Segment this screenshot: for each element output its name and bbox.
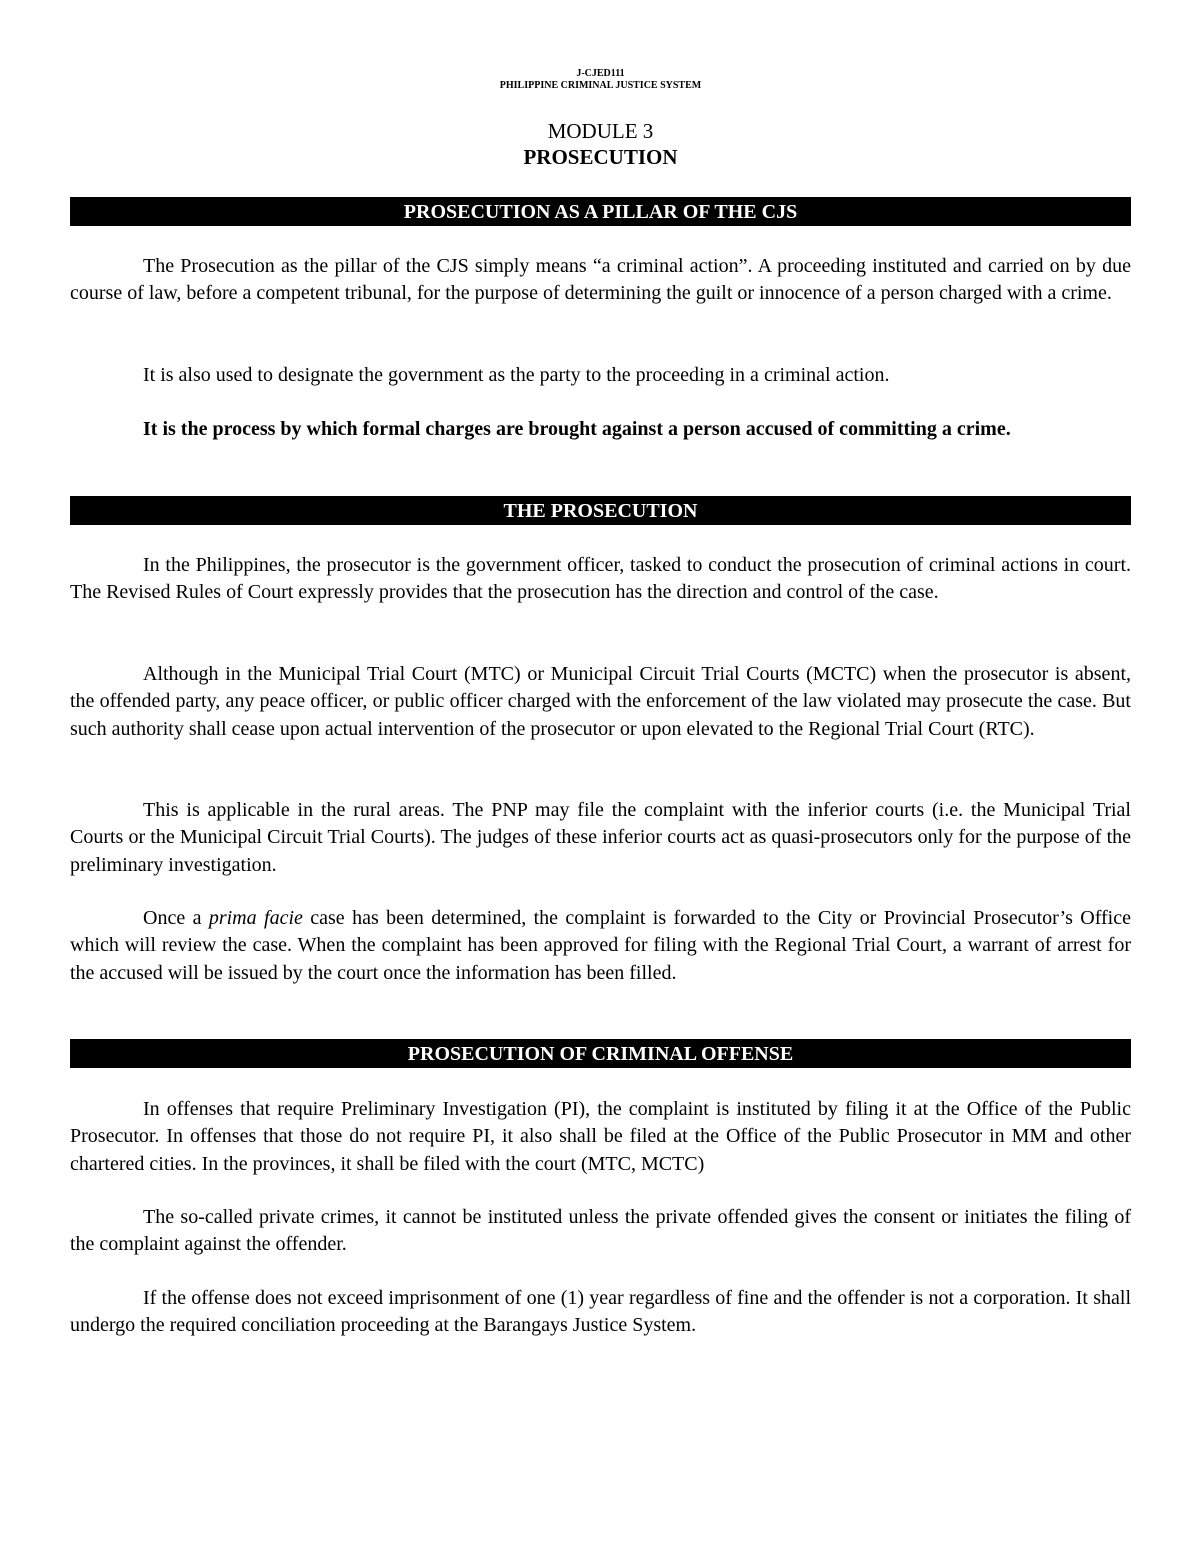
paragraph-emphasis: It is the process by which formal charges are brought against a person accused of committing a crime. xyxy=(143,418,1011,440)
course-title: PHILIPPINE CRIMINAL JUSTICE SYSTEM xyxy=(499,80,702,91)
latin-term: prima facie xyxy=(208,907,303,929)
paragraph xyxy=(70,905,1131,987)
paragraph: The Prosecution as the pillar of the CJS simply means “a criminal action”. A proceeding instituted and carried on by due course of law, before a competent tribunal, for the purpose of determining the guilt or innocence of a person charged with a crime. xyxy=(70,255,1131,305)
section-heading-the-prosecution: THE PROSECUTION xyxy=(70,496,1131,525)
paragraph: It is also used to designate the government as the party to the proceeding in a criminal action. xyxy=(143,364,890,386)
paragraph: In offenses that require Preliminary Investigation (PI), the complaint is instituted by filing it at the Office of the Public Prosecutor. In offenses that those do not require PI, it also shall be filed at the Office of the Public Prosecutor in MM and other chartered cities. In the provinces, it shall be filed with the court (MTC, MCTC) xyxy=(70,1098,1131,1175)
paragraph: In the Philippines, the prosecutor is the government officer, tasked to conduct the prosecution of criminal actions in court. The Revised Rules of Court expressly provides that the prosecution has the direction and control of the case. xyxy=(70,554,1131,604)
section-heading-criminal-offense: PROSECUTION OF CRIMINAL OFFENSE xyxy=(70,1039,1131,1068)
paragraph: If the offense does not exceed imprisonment of one (1) year regardless of fine and the offender is not a corporation. It shall undergo the required conciliation proceeding at the Barangays Justice System. xyxy=(70,1287,1131,1337)
module-subtitle: PROSECUTION xyxy=(523,145,678,169)
paragraph-text: Once a xyxy=(143,907,209,929)
paragraph: The so-called private crimes, it cannot be instituted unless the private offended gives the consent or initiates the filing of the complaint against the offender. xyxy=(70,1206,1131,1256)
section-heading-pillar: PROSECUTION AS A PILLAR OF THE CJS xyxy=(70,197,1131,226)
course-code: J-CJED111 xyxy=(576,68,625,79)
module-title: MODULE 3 xyxy=(547,119,654,143)
paragraph-text: case has been determined, the complaint is forwarded to the City or Provincial Prosecutor’s Office which will review the case. When the complaint has been approved for filing with the Regional Trial Court, a warrant of arrest for the accused will be issued by the court once the information has been filled. xyxy=(70,907,1131,984)
paragraph: Although in the Municipal Trial Court (MTC) or Municipal Circuit Trial Courts (MCTC) when the prosecutor is absent, the offended party, any peace officer, or public officer charged with the enforcement of the law violated may prosecute the case. But such authority shall cease upon actual intervention of the prosecutor or upon elevated to the Regional Trial Court (RTC). xyxy=(70,663,1131,740)
paragraph: This is applicable in the rural areas. The PNP may file the complaint with the inferior courts (i.e. the Municipal Trial Courts or the Municipal Circuit Trial Courts). The judges of these inferior courts act as quasi-prosecutors only for the purpose of the preliminary investigation. xyxy=(70,799,1131,876)
